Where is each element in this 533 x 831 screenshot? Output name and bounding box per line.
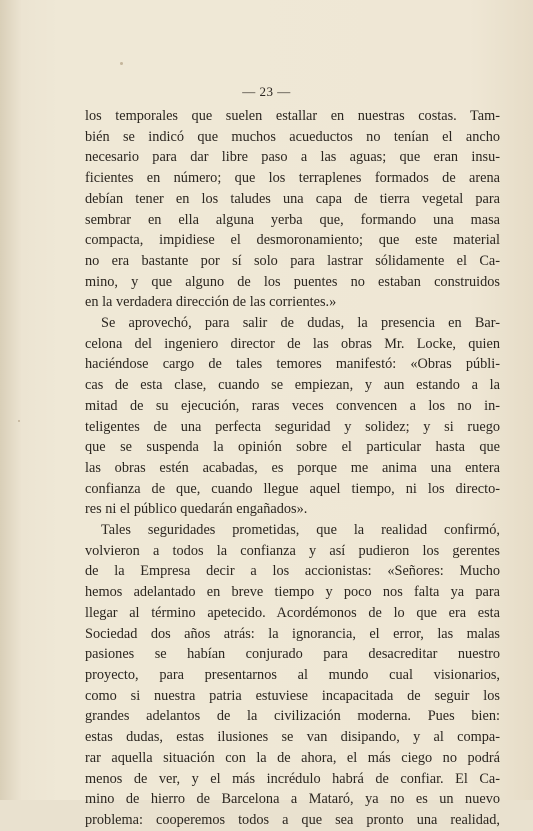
text-line: las obras estén acabadas, es porque me anima una entera [85, 459, 500, 476]
page-number: — 23 — [242, 84, 291, 99]
text-line: compacta, impidiese el desmoronamiento; que este material [85, 232, 500, 249]
text-line: mino, y que alguno de los puentes no estaban construidos [85, 273, 500, 290]
paragraph-start-line: Tales seguridades prometidas, que la realidad confirmó, [101, 522, 500, 539]
text-line: mino de hierro de Barcelona a Mataró, ya no es un nuevo [85, 791, 500, 808]
text-line: pasiones se habían conjurado para desacreditar nuestro [85, 646, 500, 663]
text-line: hemos adelantado en breve tiempo y poco nos falta ya para [85, 584, 500, 601]
paragraph-end-line: res ni el público quedarán engañados». [85, 501, 308, 518]
text-line: debían tener en los taludes una capa de tierra vegetal para [85, 190, 500, 207]
text-line: sembrar en ella alguna yerba que, formando una masa [85, 211, 500, 228]
text-line: no era bastante por sí solo para lastrar sólidamente el Ca- [85, 252, 500, 269]
text-line: mitad de su ejecución, raras veces convencen a los no in- [85, 397, 500, 414]
text-line: necesario para dar libre paso a las aguas; que eran insu- [85, 149, 500, 166]
foxing-spot [120, 62, 123, 65]
text-line: de la Empresa decir a los accionistas: «Señores: Mucho [85, 563, 500, 580]
text-line: grandes adelantos de la civilización moderna. Pues bien: [85, 708, 500, 725]
paragraph-end-line: en la verdadera dirección de las corrientes.» [85, 294, 337, 311]
text-line: celona del ingeniero director de las obras Mr. Locke, quien [85, 335, 500, 352]
text-line: haciéndose cargo de tales temores manifestó: «Obras públi- [85, 356, 500, 373]
text-line: los temporales que suelen estallar en nuestras costas. Tam- [85, 108, 500, 124]
foxing-spot [18, 420, 20, 422]
text-line: problema: cooperemos todos a que sea pronto una realidad, [85, 811, 500, 828]
text-line: rar aquella situación con la de ahora, el más ciego no podrá [85, 749, 500, 766]
text-line: menos de ver, y el más incrédulo habrá de confiar. El Ca- [85, 770, 500, 787]
text-line: llegar al término apetecido. Acordémonos de lo que era esta [85, 604, 500, 621]
text-line: proyecto, para presentarnos al mundo cual visionarios, [85, 666, 500, 683]
text-line: bién se indicó que muchos acueductos no tenían el ancho [85, 128, 500, 145]
paragraph-start-line: Se aprovechó, para salir de dudas, la presencia en Bar- [101, 315, 500, 332]
text-line: confianza de que, cuando llegue aquel tiempo, ni los directo- [85, 480, 500, 497]
text-line: como si nuestra patria estuviese incapacitada de seguir los [85, 687, 500, 704]
body-text [85, 106, 500, 831]
text-line: estas dudas, estas ilusiones se van disipando, y al compa- [85, 729, 500, 746]
text-line: que se suspenda la opinión sobre el particular hasta que [85, 439, 500, 456]
text-line: Sociedad dos años atrás: la ignorancia, el error, las malas [85, 625, 500, 642]
text-line: cas de esta clase, cuando se empiezan, y aun estando a la [85, 377, 500, 394]
text-line: volvieron a todos la confianza y así pudieron los gerentes [85, 542, 500, 559]
text-line: ficientes en número; que los terraplenes formados de arena [85, 170, 500, 187]
text-line: teligentes de una perfecta seguridad y solidez; y si ruego [85, 418, 500, 435]
